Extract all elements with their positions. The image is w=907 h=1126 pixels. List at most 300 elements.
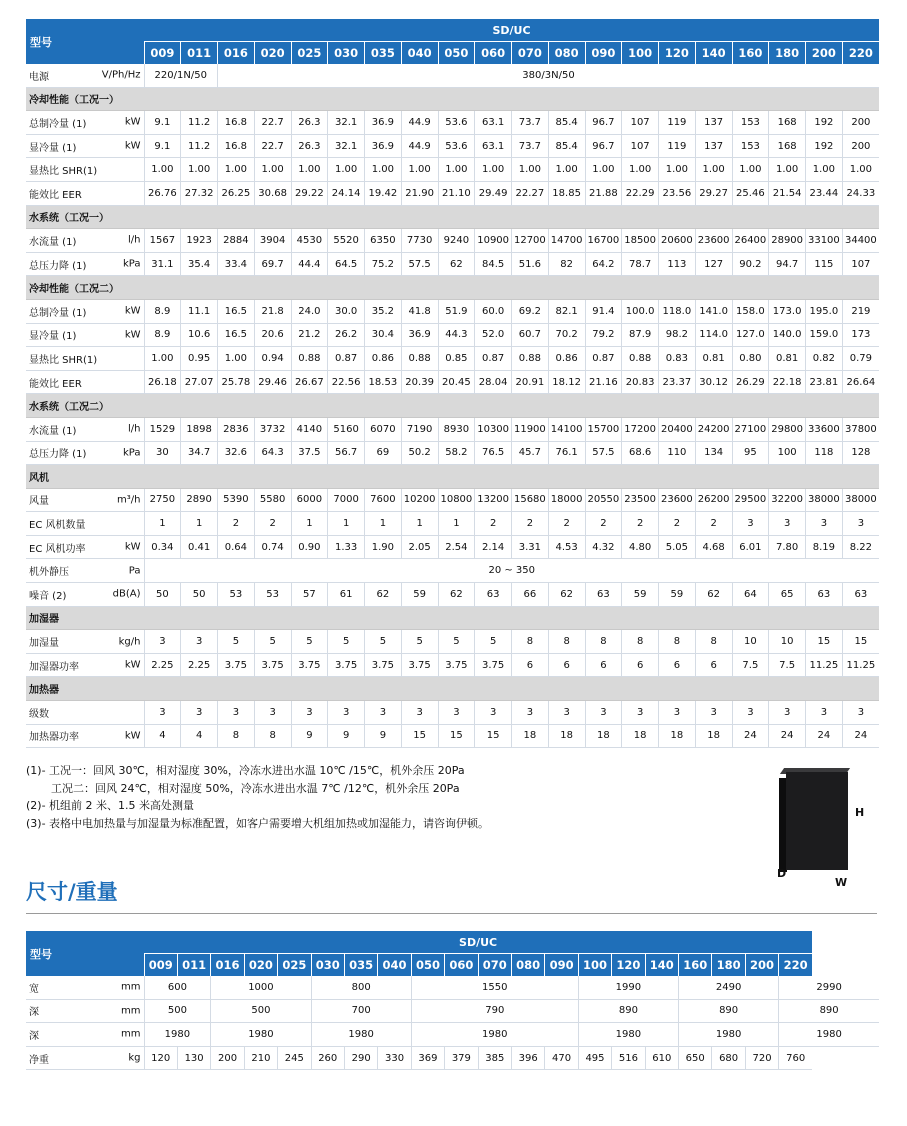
value-cell: 96.7 xyxy=(585,111,622,135)
value-cell: 0.87 xyxy=(328,347,365,371)
row-label-text: 水流量 (1) xyxy=(29,236,77,248)
value-cell: 17200 xyxy=(622,417,659,441)
value-cell: 5 xyxy=(401,630,438,654)
value-cell: 0.85 xyxy=(438,347,475,371)
value-cell: 5 xyxy=(218,630,255,654)
model-code: 035 xyxy=(344,954,377,977)
section-header-row xyxy=(26,205,879,229)
value-cell: 2 xyxy=(218,512,255,536)
value-cell: 23.56 xyxy=(659,181,696,205)
value-cell: 44.3 xyxy=(438,323,475,347)
value-cell: 27100 xyxy=(732,417,769,441)
data-row xyxy=(26,417,879,441)
value-cell: 73.7 xyxy=(512,111,549,135)
value-cell: 26.67 xyxy=(291,370,328,394)
value-cell: 140.0 xyxy=(769,323,806,347)
footnote-3: (3)- 表格中电加热量与加湿量为标准配置，如客户需要增大机组加热或加湿能力，请咨询伊顿。 xyxy=(26,816,490,830)
value-cell: 153 xyxy=(732,134,769,158)
value-cell: 1 xyxy=(365,512,402,536)
row-label-text: 显热比 SHR(1) xyxy=(29,354,98,366)
value-cell: 168 xyxy=(769,111,806,135)
value-cell: 57.5 xyxy=(585,441,622,465)
value-cell: 3.75 xyxy=(365,653,402,677)
row-label-text: 加湿量 xyxy=(29,638,59,650)
value-cell: 0.88 xyxy=(291,347,328,371)
row-unit: l/h xyxy=(128,423,141,435)
value-cell: 3904 xyxy=(254,229,291,253)
value-cell: 18 xyxy=(695,724,732,748)
model-code: 180 xyxy=(712,954,745,977)
row-unit: kW xyxy=(124,659,141,671)
value-cell: 495 xyxy=(578,1046,611,1070)
value-cell: 2 xyxy=(622,512,659,536)
value-cell: 8.22 xyxy=(842,535,879,559)
value-cell: 110 xyxy=(659,441,696,465)
value-cell: 18500 xyxy=(622,229,659,253)
value-cell: 11900 xyxy=(512,417,549,441)
value-cell: 290 xyxy=(344,1046,377,1070)
value-cell: 0.41 xyxy=(181,535,218,559)
value-cell: 20.39 xyxy=(401,370,438,394)
value-cell: 2750 xyxy=(144,488,181,512)
value-cell: 20600 xyxy=(659,229,696,253)
value-cell: 0.81 xyxy=(695,347,732,371)
value-cell: 127 xyxy=(695,252,732,276)
model-code: 100 xyxy=(622,42,659,65)
value-cell: 1.00 xyxy=(218,347,255,371)
value-cell: 5390 xyxy=(218,488,255,512)
value-cell: 0.87 xyxy=(585,347,622,371)
value-cell: 1 xyxy=(328,512,365,536)
value-cell: 0.88 xyxy=(512,347,549,371)
value-cell: 5.05 xyxy=(659,535,696,559)
value-cell: 1.00 xyxy=(842,158,879,182)
value-cell: 3 xyxy=(842,701,879,725)
row-unit: kg/h xyxy=(118,636,141,648)
value-cell: 32200 xyxy=(769,488,806,512)
cabinet-front xyxy=(786,772,848,870)
value-cell: 30.68 xyxy=(254,181,291,205)
value-cell: 62 xyxy=(365,583,402,607)
height-dim-label: H xyxy=(855,806,865,819)
value-cell: 30.0 xyxy=(328,299,365,323)
value-cell: 18.85 xyxy=(548,181,585,205)
value-cell: 1.00 xyxy=(328,158,365,182)
value-cell: 24 xyxy=(732,724,769,748)
value-cell: 63 xyxy=(806,583,843,607)
model-code: 009 xyxy=(144,954,177,977)
value-cell: 7730 xyxy=(401,229,438,253)
row-unit: mm xyxy=(121,1028,141,1040)
value-cell: 91.4 xyxy=(585,299,622,323)
value-cell: 10200 xyxy=(401,488,438,512)
value-cell: 0.80 xyxy=(732,347,769,371)
row-label xyxy=(26,64,144,87)
value-cell: 4140 xyxy=(291,417,328,441)
value-cell: 18.12 xyxy=(548,370,585,394)
value-cell: 1980 xyxy=(679,1023,779,1047)
value-cell: 6 xyxy=(695,653,732,677)
value-cell: 192 xyxy=(806,111,843,135)
value-cell: 62 xyxy=(548,583,585,607)
value-cell: 0.34 xyxy=(144,535,181,559)
row-label xyxy=(26,181,144,205)
value-cell: 34.7 xyxy=(181,441,218,465)
row-unit: mm xyxy=(121,981,141,993)
value-cell: 1980 xyxy=(411,1023,578,1047)
value-cell: 57.5 xyxy=(401,252,438,276)
value-cell: 3 xyxy=(732,701,769,725)
value-cell: 3 xyxy=(144,630,181,654)
value-cell: 114.0 xyxy=(695,323,732,347)
value-cell: 3.75 xyxy=(328,653,365,677)
section-title: 加湿器 xyxy=(26,606,879,630)
value-cell: 96.7 xyxy=(585,134,622,158)
value-cell: 95 xyxy=(732,441,769,465)
value-cell: 1.00 xyxy=(181,158,218,182)
model-codes-row xyxy=(26,42,879,65)
value-cell: 3.75 xyxy=(291,653,328,677)
value-cell: 32.1 xyxy=(328,134,365,158)
value-cell: 0.79 xyxy=(842,347,879,371)
row-label xyxy=(26,488,144,512)
model-code: 011 xyxy=(177,954,210,977)
model-code: 025 xyxy=(291,42,328,65)
data-row xyxy=(26,347,879,371)
value-cell: 141.0 xyxy=(695,299,732,323)
model-codes-row xyxy=(26,954,879,977)
value-cell: 38000 xyxy=(842,488,879,512)
model-code: 120 xyxy=(659,42,696,65)
value-cell: 1 xyxy=(181,512,218,536)
value-cell: 1.90 xyxy=(365,535,402,559)
value-cell: 69 xyxy=(365,441,402,465)
value-cell: 79.2 xyxy=(585,323,622,347)
data-row xyxy=(26,181,879,205)
value-cell: 1.00 xyxy=(291,158,328,182)
series-header: SD/UC xyxy=(144,19,879,42)
value-cell: 7600 xyxy=(365,488,402,512)
row-label-text: EC 风机功率 xyxy=(29,543,86,555)
model-code: 120 xyxy=(612,954,645,977)
model-code: 140 xyxy=(645,954,678,977)
value-cell: 0.95 xyxy=(181,347,218,371)
value-cell: 650 xyxy=(679,1046,712,1070)
value-cell: 16.5 xyxy=(218,299,255,323)
value-cell: 21.88 xyxy=(585,181,622,205)
model-code: 009 xyxy=(144,42,181,65)
dimension-row xyxy=(26,1046,879,1070)
value-cell: 15 xyxy=(806,630,843,654)
value-cell: 0.87 xyxy=(475,347,512,371)
value-cell: 44.9 xyxy=(401,111,438,135)
value-cell: 0.86 xyxy=(548,347,585,371)
row-label xyxy=(26,134,144,158)
value-cell: 0.83 xyxy=(659,347,696,371)
value-cell: 8.19 xyxy=(806,535,843,559)
value-cell: 18 xyxy=(512,724,549,748)
model-code: 060 xyxy=(475,42,512,65)
data-row xyxy=(26,488,879,512)
value-cell: 62 xyxy=(438,583,475,607)
value-cell: 3 xyxy=(401,701,438,725)
value-cell: 24.0 xyxy=(291,299,328,323)
section-header-row xyxy=(26,87,879,111)
value-cell: 1.00 xyxy=(365,158,402,182)
value-cell: 14100 xyxy=(548,417,585,441)
dimensions-table xyxy=(26,931,879,1070)
data-row xyxy=(26,559,879,583)
value-cell: 26.3 xyxy=(291,134,328,158)
value-cell: 1.00 xyxy=(769,158,806,182)
value-cell: 0.90 xyxy=(291,535,328,559)
value-cell: 23500 xyxy=(622,488,659,512)
value-cell: 3 xyxy=(218,701,255,725)
value-cell: 24 xyxy=(806,724,843,748)
value-cell: 1.00 xyxy=(585,158,622,182)
value-cell: 8 xyxy=(512,630,549,654)
value-cell: 118 xyxy=(806,441,843,465)
value-cell: 107 xyxy=(842,252,879,276)
model-code: 140 xyxy=(695,42,732,65)
value-cell: 1980 xyxy=(578,1023,678,1047)
value-cell: 3.75 xyxy=(475,653,512,677)
value-cell: 7000 xyxy=(328,488,365,512)
value-cell: 2 xyxy=(585,512,622,536)
model-code: 180 xyxy=(769,42,806,65)
model-code: 050 xyxy=(438,42,475,65)
row-label-text: 能效比 EER xyxy=(29,189,82,201)
value-cell: 720 xyxy=(745,1046,778,1070)
row-label-text: 级数 xyxy=(29,708,49,720)
value-cell: 29.49 xyxy=(475,181,512,205)
data-row xyxy=(26,535,879,559)
value-cell: 20.45 xyxy=(438,370,475,394)
value-cell: 1980 xyxy=(311,1023,411,1047)
value-cell: 2990 xyxy=(779,976,879,999)
value-cell: 26.2 xyxy=(328,323,365,347)
data-row xyxy=(26,370,879,394)
value-cell: 8930 xyxy=(438,417,475,441)
value-cell: 22.29 xyxy=(622,181,659,205)
value-cell: 8 xyxy=(622,630,659,654)
value-cell: 2.05 xyxy=(401,535,438,559)
value-cell: 1.00 xyxy=(475,158,512,182)
value-cell: 63 xyxy=(842,583,879,607)
value-cell: 4530 xyxy=(291,229,328,253)
row-label-text: 显冷量 (1) xyxy=(29,331,77,343)
value-cell: 2 xyxy=(695,512,732,536)
value-cell: 28.04 xyxy=(475,370,512,394)
value-cell: 11.2 xyxy=(181,111,218,135)
value-cell: 1990 xyxy=(578,976,678,999)
value-cell: 1.00 xyxy=(732,158,769,182)
value-cell: 1.00 xyxy=(659,158,696,182)
value-cell: 23.81 xyxy=(806,370,843,394)
value-cell: 9240 xyxy=(438,229,475,253)
value-cell: 128 xyxy=(842,441,879,465)
model-code: 020 xyxy=(254,42,291,65)
value-cell: 8 xyxy=(659,630,696,654)
value-cell: 82 xyxy=(548,252,585,276)
model-code: 160 xyxy=(732,42,769,65)
value-cell: 25.46 xyxy=(732,181,769,205)
value-cell: 1.33 xyxy=(328,535,365,559)
value-cell: 6070 xyxy=(365,417,402,441)
value-cell: 1980 xyxy=(779,1023,879,1047)
value-cell: 200 xyxy=(842,111,879,135)
value-cell: 500 xyxy=(144,999,211,1023)
row-label-text: EC 风机数量 xyxy=(29,520,86,532)
footnotes xyxy=(26,762,489,832)
value-cell: 25.78 xyxy=(218,370,255,394)
value-cell: 24.14 xyxy=(328,181,365,205)
value-cell: 3 xyxy=(585,701,622,725)
row-label xyxy=(26,559,144,583)
value-cell: 5160 xyxy=(328,417,365,441)
value-cell: 3 xyxy=(806,701,843,725)
row-unit: kg xyxy=(128,1052,141,1064)
value-cell: 5 xyxy=(438,630,475,654)
value-cell: 9 xyxy=(291,724,328,748)
value-cell: 4.68 xyxy=(695,535,732,559)
value-cell: 7190 xyxy=(401,417,438,441)
model-code: 035 xyxy=(365,42,402,65)
value-cell: 7.5 xyxy=(732,653,769,677)
section-header-row xyxy=(26,677,879,701)
value-cell: 20.83 xyxy=(622,370,659,394)
value-cell: 36.9 xyxy=(401,323,438,347)
value-cell: 32.1 xyxy=(328,111,365,135)
value-cell: 65 xyxy=(769,583,806,607)
value-cell: 36.9 xyxy=(365,134,402,158)
value-cell: 3 xyxy=(475,701,512,725)
value-cell: 396 xyxy=(511,1046,544,1070)
value-cell: 0.88 xyxy=(401,347,438,371)
value-cell: 11.25 xyxy=(806,653,843,677)
value-cell: 32.6 xyxy=(218,441,255,465)
dimension-row xyxy=(26,999,879,1023)
value-cell: 3.31 xyxy=(512,535,549,559)
model-code: 070 xyxy=(512,42,549,65)
section-title: 水系统（工况一） xyxy=(26,205,879,229)
value-cell: 3 xyxy=(254,701,291,725)
value-cell: 8.9 xyxy=(144,323,181,347)
value-cell: 7.5 xyxy=(769,653,806,677)
value-cell: 16.5 xyxy=(218,323,255,347)
value-cell: 22.27 xyxy=(512,181,549,205)
value-cell: 173.0 xyxy=(769,299,806,323)
row-label xyxy=(26,653,144,677)
data-row xyxy=(26,512,879,536)
row-unit: mm xyxy=(121,1005,141,1017)
row-label xyxy=(26,976,144,999)
row-label-text: 总压力降 (1) xyxy=(29,449,87,461)
row-label xyxy=(26,111,144,135)
model-code: 200 xyxy=(806,42,843,65)
row-label xyxy=(26,370,144,394)
value-cell: 159.0 xyxy=(806,323,843,347)
value-cell: 50 xyxy=(144,583,181,607)
value-cell: 29800 xyxy=(769,417,806,441)
value-cell: 18000 xyxy=(548,488,585,512)
value-cell: 34400 xyxy=(842,229,879,253)
value-cell: 10900 xyxy=(475,229,512,253)
value-cell: 52.0 xyxy=(475,323,512,347)
value-cell: 6 xyxy=(585,653,622,677)
value-cell: 890 xyxy=(679,999,779,1023)
row-label xyxy=(26,1023,144,1047)
value-cell: 70.2 xyxy=(548,323,585,347)
value-cell: 15 xyxy=(842,630,879,654)
row-label-text: 加湿器功率 xyxy=(29,661,79,673)
value-cell: 9.1 xyxy=(144,134,181,158)
value-cell: 2884 xyxy=(218,229,255,253)
value-cell: 10300 xyxy=(475,417,512,441)
value-cell: 3.75 xyxy=(218,653,255,677)
value-cell: 385 xyxy=(478,1046,511,1070)
value-cell: 87.9 xyxy=(622,323,659,347)
model-code: 025 xyxy=(278,954,311,977)
value-cell: 3 xyxy=(842,512,879,536)
value-cell: 45.7 xyxy=(512,441,549,465)
value-cell: 330 xyxy=(378,1046,411,1070)
section-header-row xyxy=(26,276,879,300)
value-cell: 0.86 xyxy=(365,347,402,371)
value-cell: 53.6 xyxy=(438,111,475,135)
value-cell: 1898 xyxy=(181,417,218,441)
value-cell: 37800 xyxy=(842,417,879,441)
value-cell: 23600 xyxy=(695,229,732,253)
value-cell: 11.1 xyxy=(181,299,218,323)
row-unit: kPa xyxy=(123,258,141,270)
value-cell: 53.6 xyxy=(438,134,475,158)
value-cell: 1923 xyxy=(181,229,218,253)
data-row xyxy=(26,653,879,677)
model-code: 200 xyxy=(745,954,778,977)
value-cell: 36.9 xyxy=(365,111,402,135)
value-cell: 680 xyxy=(712,1046,745,1070)
model-code: 080 xyxy=(548,42,585,65)
model-code: 016 xyxy=(218,42,255,65)
footnote-1: (1)- 工况一：回风 30℃，相对湿度 30%，冷冻水进出水温 10℃ /15℃，机外余压 20Pa xyxy=(26,764,465,777)
model-code: 070 xyxy=(478,954,511,977)
value-cell: 245 xyxy=(278,1046,311,1070)
value-cell: 11.2 xyxy=(181,134,218,158)
value-cell: 6 xyxy=(622,653,659,677)
model-code: 060 xyxy=(445,954,478,977)
row-unit: l/h xyxy=(128,234,141,246)
value-cell: 30.4 xyxy=(365,323,402,347)
value-cell: 63 xyxy=(585,583,622,607)
value-cell: 2.25 xyxy=(144,653,181,677)
value-cell: 26.64 xyxy=(842,370,879,394)
value-cell: 890 xyxy=(578,999,678,1023)
value-cell: 790 xyxy=(411,999,578,1023)
data-row xyxy=(26,134,879,158)
value-cell: 192 xyxy=(806,134,843,158)
value-cell: 2.54 xyxy=(438,535,475,559)
value-cell: 30 xyxy=(144,441,181,465)
value-cell: 4.32 xyxy=(585,535,622,559)
row-label xyxy=(26,701,144,725)
value-cell: 64.2 xyxy=(585,252,622,276)
value-cell: 200 xyxy=(211,1046,244,1070)
value-cell: 98.2 xyxy=(659,323,696,347)
value-cell: 600 xyxy=(144,976,211,999)
row-unit: kPa xyxy=(123,447,141,459)
value-cell: 1567 xyxy=(144,229,181,253)
